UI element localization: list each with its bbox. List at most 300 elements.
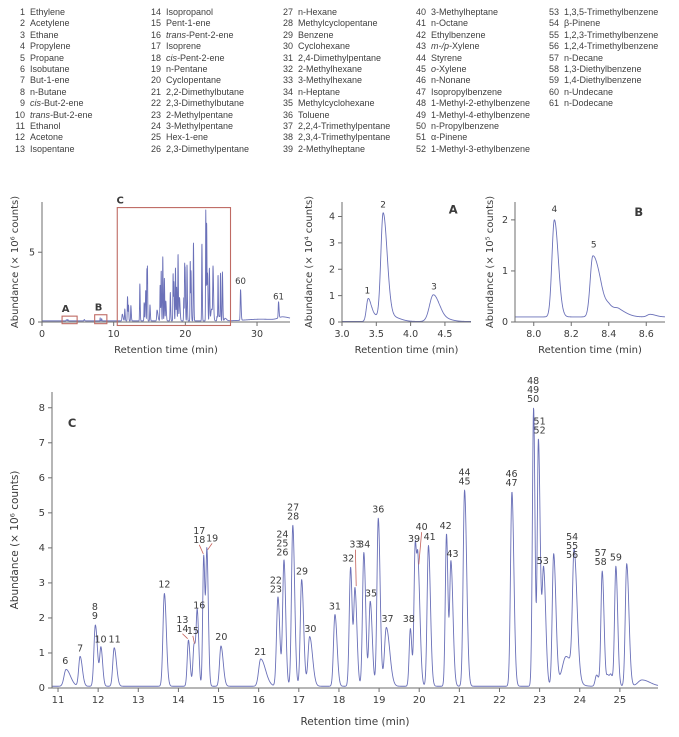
peak-label: 58 — [594, 557, 607, 569]
zoom-box-label-a: A — [61, 304, 70, 316]
peak-label: 20 — [215, 632, 228, 644]
y-tick-label: 2 — [328, 264, 335, 276]
y-tick-label: 4 — [38, 543, 45, 555]
legend-column — [278, 7, 411, 155]
peak-label: 50 — [527, 393, 540, 405]
compound-name: 1,3,5-Trimethylbenzene — [564, 7, 659, 17]
x-tick-label: 3.5 — [368, 329, 384, 340]
x-tick-label: 12 — [91, 695, 105, 706]
compound-entry — [278, 98, 411, 109]
peak-label: 23 — [269, 584, 282, 596]
compound-number: 36 — [282, 109, 293, 120]
peak-label: 49 — [527, 384, 540, 396]
panel-letter: C — [67, 416, 77, 431]
y-tick-label: 1 — [501, 266, 508, 278]
compound-entry — [146, 7, 278, 18]
compound-name: Toluene — [298, 109, 330, 120]
compound-name: Cyclohexane — [298, 41, 351, 52]
peak-label: 38 — [402, 613, 415, 625]
peak-label: 12 — [158, 579, 171, 591]
compound-entry — [10, 144, 146, 155]
peak-label: 5 — [590, 240, 597, 251]
compound-name: n-Octane — [431, 18, 469, 29]
y-tick-label: 1 — [328, 290, 335, 302]
compound-entry — [411, 41, 544, 52]
y-tick-label: 0 — [28, 317, 35, 329]
compound-name: But-1-ene — [30, 75, 70, 86]
compound-name: Isoprene — [166, 41, 202, 52]
compound-name: n-Butane — [30, 86, 67, 97]
compound-entry — [411, 30, 544, 41]
compound-name: Propylene — [30, 41, 71, 52]
compound-entry — [278, 41, 411, 52]
peak-label: 11 — [108, 634, 121, 646]
compound-legend — [10, 7, 677, 155]
compound-entry — [146, 75, 278, 86]
x-tick-label: 0 — [38, 329, 46, 340]
peak-label: 17 — [193, 525, 206, 537]
zoom-box-label-c: C — [116, 195, 124, 207]
legend-column — [411, 7, 544, 155]
compound-number: 59 — [548, 75, 559, 86]
peak-label: 1 — [364, 286, 371, 297]
peak-label: 26 — [276, 547, 289, 559]
compound-entry — [10, 41, 146, 52]
compound-entry — [411, 53, 544, 64]
compound-number: 26 — [150, 143, 161, 154]
compound-name: Styrene — [431, 52, 463, 63]
compound-number: 17 — [150, 41, 161, 52]
peak-label: 28 — [287, 511, 300, 523]
peak-label: 32 — [342, 553, 355, 565]
compound-number: 45 — [415, 64, 426, 75]
compound-name: 3-Methylhexane — [298, 75, 363, 86]
compound-entry — [411, 75, 544, 86]
peak-label: 31 — [328, 601, 341, 613]
x-tick-label: 8.2 — [563, 329, 579, 340]
compound-name: 2,3-Dimethylpentane — [166, 143, 250, 154]
compound-number: 14 — [150, 7, 161, 17]
compound-name: Benzene — [298, 29, 334, 40]
compound-entry — [411, 7, 544, 18]
compound-number: 28 — [282, 18, 293, 29]
peak-label: 43 — [446, 548, 459, 560]
compound-number: 50 — [415, 121, 426, 132]
legend-column — [10, 7, 146, 155]
compound-entry — [146, 121, 278, 132]
compound-number: 38 — [282, 132, 293, 143]
trace — [42, 210, 290, 321]
compound-name: cis-Pent-2-ene — [166, 52, 225, 63]
compound-number: 41 — [415, 18, 426, 29]
x-tick-label: 17 — [292, 695, 306, 706]
peak-label: 30 — [304, 623, 317, 635]
x-tick-label: 11 — [51, 695, 65, 706]
compound-entry — [146, 18, 278, 29]
compound-name: Cyclopentane — [166, 75, 222, 86]
peak-label: 59 — [609, 552, 622, 564]
compound-name: 1,3-Diethylbenzene — [564, 64, 642, 75]
peak-label: 36 — [372, 504, 385, 516]
compound-number: 29 — [282, 29, 293, 40]
compound-entry — [411, 64, 544, 75]
peak-label: 51 — [533, 416, 546, 428]
compound-number: 10 — [14, 109, 25, 120]
compound-name: Isobutane — [30, 64, 70, 75]
compound-name: 2,4-Dimethylpentane — [298, 52, 382, 63]
x-tick-label: 8.0 — [526, 329, 542, 340]
x-tick-label: 20 — [412, 695, 426, 706]
y-tick-label: 5 — [28, 247, 35, 259]
x-tick-label: 22 — [493, 695, 506, 706]
compound-entry — [544, 7, 677, 18]
compound-number: 4 — [19, 41, 25, 52]
compound-entry — [146, 110, 278, 121]
compound-name: Methylcyclohexane — [298, 98, 375, 109]
compound-name: n-Nonane — [431, 75, 471, 86]
trace — [515, 220, 665, 317]
peak-label: 8 — [91, 602, 98, 614]
compound-name: Isopentane — [30, 143, 75, 154]
compound-name: α-Pinene — [431, 132, 468, 143]
x-tick-label: 16 — [252, 695, 266, 706]
compound-name: 1,4-Diethylbenzene — [564, 75, 642, 86]
compound-number: 44 — [415, 52, 426, 63]
compound-name: 2,2-Dimethylbutane — [166, 86, 245, 97]
y-tick-label: 1 — [38, 648, 45, 660]
x-axis-label: Retention time (min) — [538, 345, 642, 356]
compound-name: n-Pentane — [166, 64, 208, 75]
peak-label: 53 — [536, 555, 549, 567]
compound-number: 47 — [415, 86, 426, 97]
compound-number: 25 — [150, 132, 161, 143]
compound-name: 2-Methylpentane — [166, 109, 234, 120]
compound-entry — [278, 110, 411, 121]
compound-entry — [411, 98, 544, 109]
compound-number: 30 — [282, 41, 293, 52]
peak-label: 13 — [176, 614, 189, 626]
x-tick-label: 10 — [107, 329, 120, 340]
compound-name: Acetone — [30, 132, 64, 143]
compound-entry — [544, 75, 677, 86]
compound-entry — [146, 87, 278, 98]
compound-number: 3 — [19, 29, 25, 40]
compound-name: 1,2,4-Trimethylbenzene — [564, 41, 659, 52]
y-tick-label: 0 — [501, 317, 508, 329]
x-tick-label: 14 — [172, 695, 185, 706]
x-tick-label: 8.4 — [601, 329, 617, 340]
compound-number: 55 — [548, 29, 559, 40]
compound-entry — [146, 98, 278, 109]
x-tick-label: 18 — [332, 695, 346, 706]
compound-number: 32 — [282, 64, 293, 75]
compound-name: cis-But-2-ene — [30, 98, 84, 109]
peak-label-leader — [355, 550, 356, 586]
peak-label: 19 — [206, 533, 219, 545]
compound-entry — [10, 18, 146, 29]
zoom-box-a — [62, 316, 77, 324]
peak-label: 7 — [77, 643, 84, 655]
chromatogram-panel-a — [300, 186, 481, 362]
x-tick-label: 4.5 — [437, 329, 453, 340]
compound-number: 58 — [548, 64, 559, 75]
compound-number: 31 — [282, 52, 293, 63]
compound-number: 56 — [548, 41, 559, 52]
compound-entry — [10, 53, 146, 64]
compound-entry — [10, 75, 146, 86]
peak-label: 45 — [458, 476, 471, 488]
compound-number: 16 — [150, 29, 161, 40]
panel-letter: B — [634, 204, 644, 219]
peak-label: 54 — [566, 532, 579, 544]
y-tick-label: 6 — [38, 473, 45, 485]
compound-name: n-Propylbenzene — [431, 121, 500, 132]
compound-number: 61 — [548, 98, 559, 109]
x-tick-label: 19 — [372, 695, 386, 706]
compound-entry — [10, 121, 146, 132]
x-tick-label: 13 — [131, 695, 145, 706]
peak-label: 57 — [594, 548, 607, 560]
compound-number: 6 — [19, 64, 25, 75]
compound-number: 57 — [548, 52, 559, 63]
compound-entry — [146, 144, 278, 155]
compound-entry — [146, 30, 278, 41]
compound-number: 8 — [19, 86, 25, 97]
peak-label: 60 — [235, 277, 246, 288]
compound-name: 2,3,4-Trimethylpentane — [298, 132, 391, 143]
compound-entry — [544, 98, 677, 109]
legend-column — [146, 7, 278, 155]
y-tick-label: 8 — [38, 402, 45, 414]
peak-label: 15 — [186, 625, 199, 637]
compound-number: 15 — [150, 18, 161, 29]
compound-number: 37 — [282, 121, 293, 132]
compound-name: Isopropanol — [166, 7, 214, 17]
x-tick-label: 3.0 — [334, 329, 350, 340]
compound-name: Propane — [30, 52, 65, 63]
compound-number: 19 — [150, 64, 161, 75]
compound-entry — [411, 121, 544, 132]
peak-label: 2 — [380, 200, 387, 211]
compound-entry — [411, 132, 544, 143]
compound-name: β-Pinene — [564, 18, 601, 29]
trace — [342, 213, 471, 322]
peak-label-leader — [193, 636, 195, 644]
peak-label: 42 — [439, 520, 452, 532]
peak-label: 52 — [533, 425, 546, 437]
compound-name: 1-Methyl-3-ethylbenzene — [431, 143, 531, 154]
compound-name: Ethylbenzene — [431, 29, 486, 40]
y-tick-label: 4 — [328, 211, 335, 223]
compound-entry — [146, 64, 278, 75]
y-tick-label: 7 — [38, 437, 45, 449]
compound-entry — [544, 64, 677, 75]
compound-number: 52 — [415, 143, 426, 154]
compound-entry — [278, 132, 411, 143]
peak-label: 56 — [566, 550, 579, 562]
compound-name: 2,3-Dimethylbutane — [166, 98, 245, 109]
compound-number: 54 — [548, 18, 559, 29]
peak-label: 14 — [176, 623, 189, 635]
peak-label-leader — [199, 545, 203, 554]
compound-entry — [10, 7, 146, 18]
compound-number: 7 — [19, 75, 25, 86]
compound-number: 39 — [282, 143, 293, 154]
peak-label: 55 — [566, 541, 579, 553]
x-tick-label: 25 — [613, 695, 627, 706]
compound-name: m-/p-Xylene — [431, 41, 480, 52]
compound-number: 18 — [150, 52, 161, 63]
peak-label: 44 — [458, 467, 471, 479]
y-axis-label: Abundance (× 10⁶ counts) — [10, 195, 21, 329]
compound-entry — [278, 75, 411, 86]
compound-number: 1 — [19, 7, 25, 17]
x-tick-label: 23 — [533, 695, 546, 706]
compound-entry — [146, 53, 278, 64]
y-axis-label: Abundance (× 10⁶ counts) — [9, 470, 21, 610]
x-tick-label: 30 — [250, 329, 264, 340]
x-tick-label: 4.0 — [403, 329, 419, 340]
peak-label: 47 — [505, 478, 518, 490]
x-tick-label: 21 — [452, 695, 466, 706]
compound-name: n-Dodecane — [564, 98, 614, 109]
compound-entry — [278, 144, 411, 155]
compound-number: 27 — [282, 7, 293, 17]
compound-number: 48 — [415, 98, 426, 109]
y-tick-label: 3 — [328, 238, 335, 250]
compound-entry — [146, 41, 278, 52]
compound-name: n-Hexane — [298, 7, 338, 17]
compound-entry — [411, 18, 544, 29]
compound-number: 9 — [19, 98, 25, 109]
compound-number: 23 — [150, 109, 161, 120]
compound-name: trans-Pent-2-ene — [166, 29, 234, 40]
peak-label: 39 — [407, 534, 421, 546]
compound-entry — [10, 30, 146, 41]
peak-label: 18 — [193, 534, 206, 546]
peak-label: 48 — [527, 375, 540, 387]
peak-label: 27 — [287, 502, 300, 514]
zoom-box-label-b: B — [94, 302, 103, 314]
chromatogram-overview — [6, 186, 300, 362]
y-tick-label: 2 — [501, 215, 508, 227]
compound-number: 5 — [19, 52, 25, 63]
compound-number: 20 — [150, 75, 161, 86]
peak-label: 24 — [276, 529, 289, 541]
compound-name: 1,2,3-Trimethylbenzene — [564, 29, 659, 40]
compound-entry — [544, 18, 677, 29]
compound-name: n-Undecane — [564, 86, 614, 97]
peak-label: 16 — [193, 600, 206, 612]
compound-entry — [10, 64, 146, 75]
compound-entry — [278, 53, 411, 64]
compound-entry — [10, 87, 146, 98]
compound-number: 24 — [150, 121, 161, 132]
peak-label: 33 — [349, 539, 362, 551]
compound-name: 2-Methylheptane — [298, 143, 366, 154]
x-tick-label: 8.6 — [638, 329, 654, 340]
compound-name: 3-Methylheptane — [431, 7, 499, 17]
compound-number: 40 — [415, 7, 426, 17]
compound-entry — [544, 41, 677, 52]
compound-entry — [411, 144, 544, 155]
compound-number: 35 — [282, 98, 293, 109]
x-axis-label: Retention time (min) — [114, 345, 218, 356]
compound-entry — [278, 18, 411, 29]
compound-number: 11 — [15, 121, 25, 132]
peak-label: 46 — [505, 469, 518, 481]
compound-name: 2,2,4-Trimethylpentane — [298, 121, 391, 132]
peak-label: 35 — [365, 588, 378, 600]
compound-entry — [278, 7, 411, 18]
compound-number: 51 — [415, 132, 426, 143]
peak-label: 22 — [269, 575, 282, 587]
peak-label: 41 — [423, 531, 436, 543]
compound-number: 21 — [150, 86, 161, 97]
compound-number: 42 — [415, 29, 426, 40]
x-tick-label: 20 — [179, 329, 192, 340]
compound-name: 1-Methyl-4-ethylbenzene — [431, 109, 531, 120]
compound-entry — [278, 30, 411, 41]
compound-name: n-Heptane — [298, 86, 341, 97]
compound-name: trans-But-2-ene — [30, 109, 93, 120]
peak-label: 34 — [358, 539, 371, 551]
x-axis-label: Retention time (min) — [300, 716, 410, 728]
peak-label: 6 — [62, 655, 69, 667]
compound-entry — [278, 87, 411, 98]
compound-name: o-Xylene — [431, 64, 467, 75]
compound-entry — [544, 53, 677, 64]
compound-entry — [411, 110, 544, 121]
compound-number: 33 — [282, 75, 293, 86]
peak-label: 3 — [431, 282, 437, 293]
compound-name: Ethanol — [30, 121, 61, 132]
compound-name: Ethylene — [30, 7, 66, 17]
compound-name: Isopropylbenzene — [431, 86, 503, 97]
compound-number: 12 — [14, 132, 25, 143]
legend-column — [544, 7, 677, 155]
compound-number: 2 — [19, 18, 25, 29]
compound-name: Methylcyclopentane — [298, 18, 378, 29]
peak-label: 25 — [276, 538, 289, 550]
peak-label: 61 — [273, 292, 284, 303]
compound-name: 1-Methyl-2-ethylbenzene — [431, 98, 531, 109]
compound-entry — [411, 87, 544, 98]
compound-name: n-Decane — [564, 52, 604, 63]
x-axis-label: Retention time (min) — [354, 345, 459, 356]
compound-entry — [544, 87, 677, 98]
y-tick-label: 2 — [38, 613, 45, 625]
compound-number: 43 — [415, 41, 426, 52]
compound-number: 22 — [150, 98, 161, 109]
compound-name: 2-Methylhexane — [298, 64, 363, 75]
compound-name: Hex-1-ene — [166, 132, 209, 143]
peak-label: 9 — [91, 611, 98, 623]
y-axis-label: Abundance (× 10⁴ counts) — [304, 195, 315, 329]
compound-number: 46 — [415, 75, 426, 86]
compound-entry — [544, 30, 677, 41]
y-tick-label: 0 — [328, 317, 335, 329]
compound-entry — [146, 132, 278, 143]
compound-number: 34 — [282, 86, 293, 97]
peak-label: 21 — [254, 646, 267, 658]
compound-entry — [10, 110, 146, 121]
peak-label: 29 — [295, 566, 309, 578]
compound-name: Ethane — [30, 29, 59, 40]
y-tick-label: 5 — [38, 508, 45, 520]
y-tick-label: 0 — [38, 683, 45, 695]
peak-label: 10 — [94, 634, 107, 646]
